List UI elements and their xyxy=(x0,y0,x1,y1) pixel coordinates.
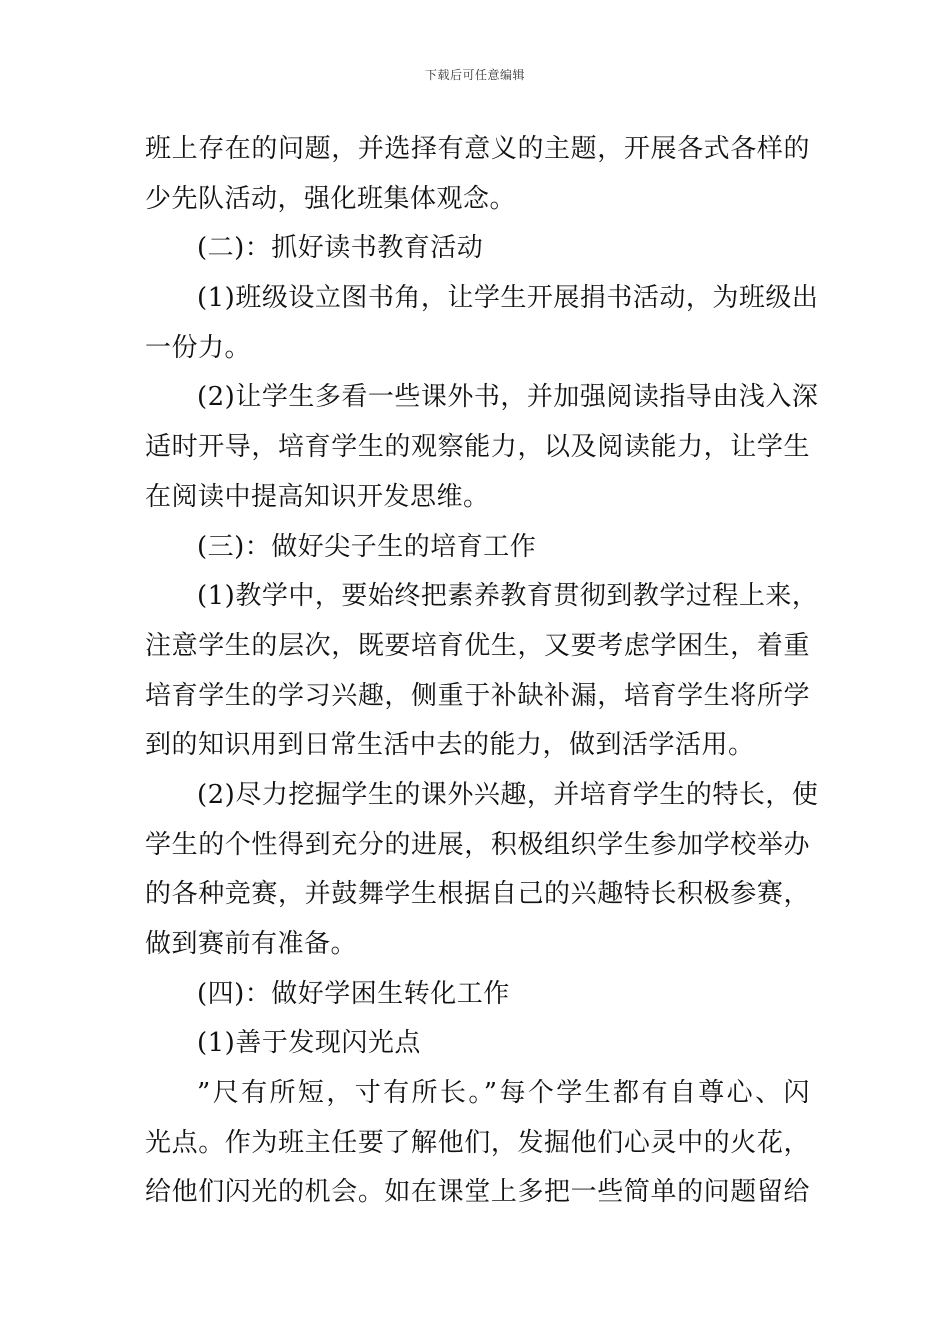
text-line: 少先队活动，强化班集体观念。 xyxy=(145,183,517,214)
page-header: 下载后可任意编辑 xyxy=(424,68,525,82)
text-line: 班上存在的问题，并选择有意义的主题，开展各式各样的 xyxy=(145,134,810,164)
text-line: 的各种竞赛，并鼓舞学生根据自己的兴趣特长积极参赛， xyxy=(145,879,810,910)
text-line: 在阅读中提高知识开发思维。 xyxy=(145,481,490,512)
text-line: 光点。作为班主任要了解他们，发掘他们心灵中的火花， xyxy=(145,1127,810,1158)
section-heading: (三)：做好尖子生的培育工作 xyxy=(197,531,537,562)
text-line: 适时开导，培育学生的观察能力，以及阅读能力，让学生 xyxy=(145,432,810,463)
subsection-heading: (1)善于发现闪光点 xyxy=(197,1028,421,1059)
text-line: (1)教学中，要始终把素养教育贯彻到教学过程上来， xyxy=(197,581,819,612)
text-line: 培育学生的学习兴趣，侧重于补缺补漏，培育学生将所学 xyxy=(145,680,810,711)
section-heading: (二)：抓好读书教育活动 xyxy=(197,233,484,264)
section-heading: (四)：做好学困生转化工作 xyxy=(197,978,510,1009)
text-line: 注意学生的层次，既要培育优生，又要考虑学困生，着重 xyxy=(145,630,810,661)
text-line: ”尺有所短，寸有所长。”每个学生都有自尊心、闪 xyxy=(197,1078,810,1109)
text-line: (2)让学生多看一些课外书，并加强阅读指导由浅入深 xyxy=(197,382,819,413)
text-line: (2)尽力挖掘学生的课外兴趣，并培育学生的特长，使 xyxy=(197,779,819,810)
text-line: 到的知识用到日常生活中去的能力，做到活学活用。 xyxy=(145,730,755,761)
text-line: (1)班级设立图书角，让学生开展捐书活动，为班级出 xyxy=(197,283,819,314)
text-line: 学生的个性得到充分的进展，积极组织学生参加学校举办 xyxy=(145,829,810,860)
text-line: 一份力。 xyxy=(145,332,252,363)
text-line: 给他们闪光的机会。如在课堂上多把一些简单的问题留给 xyxy=(145,1177,810,1208)
text-line: 做到赛前有准备。 xyxy=(145,929,358,959)
body-text xyxy=(145,125,819,1218)
